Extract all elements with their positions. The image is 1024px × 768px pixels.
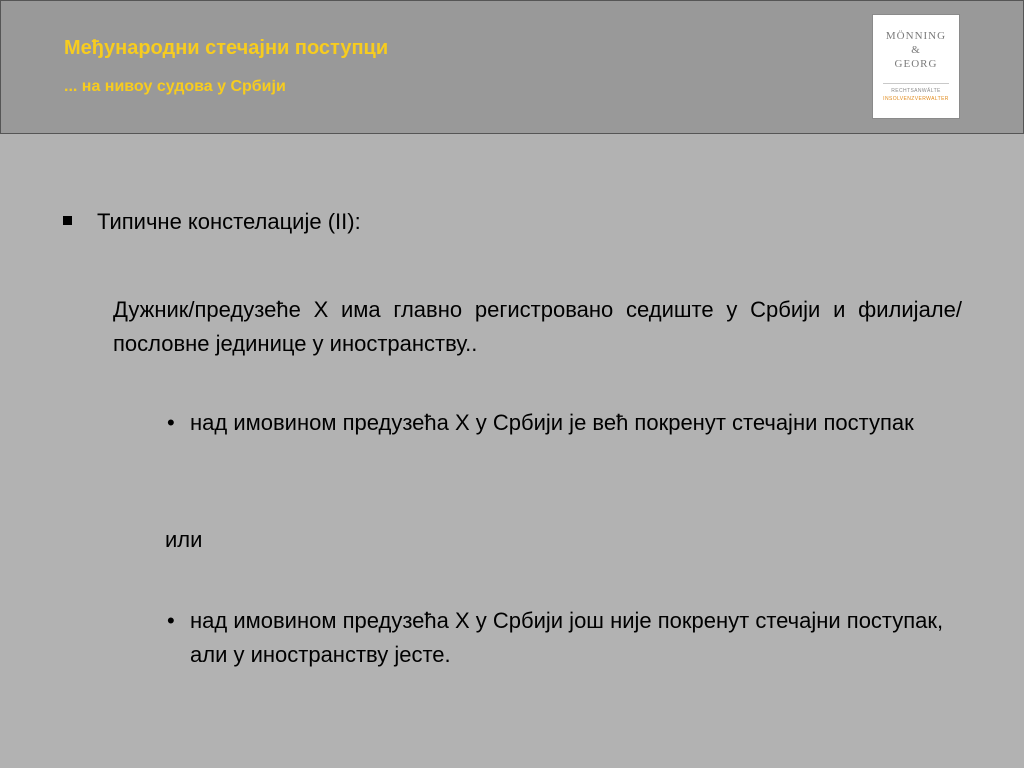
description-paragraph: Дужник/предузеће X има главно регистровано седиште у Србији и филијале/пословне јединице у иностранству.. (113, 297, 962, 356)
bullet-item-2 (167, 604, 957, 672)
slide-subtitle: ... на нивоу судова у Србији (64, 78, 286, 95)
logo-tagline-1: RECHTSANWÄLTE (891, 88, 941, 94)
slide-title: Међународни стечајни поступци (64, 37, 389, 59)
square-bullet-icon (63, 216, 72, 225)
logo-tagline-2: INSOLVENZVERWALTER (883, 96, 949, 102)
bullet-text-2: над имовином предузећа X у Србији још није покренут стечајни поступак, али у иностранству јесте. (190, 608, 944, 667)
slide-header (0, 0, 1024, 134)
logo-text-line1: MÖNNING (885, 30, 947, 42)
bullet-item-1 (167, 406, 957, 440)
bullet-dot-icon: • (167, 608, 175, 633)
heading-bullet (63, 209, 361, 235)
bullet-dot-icon: • (167, 410, 175, 435)
logo-divider (883, 83, 949, 84)
logo-text-line3: GEORG (894, 58, 938, 70)
company-logo (872, 14, 960, 119)
connector-text: или (165, 527, 203, 552)
bullet-text-1: над имовином предузећа X у Србији је већ покренут стечајни поступак (190, 410, 914, 435)
heading-text: Типичне констелације (II): (97, 209, 361, 234)
logo-text-ampersand: & (911, 44, 921, 56)
